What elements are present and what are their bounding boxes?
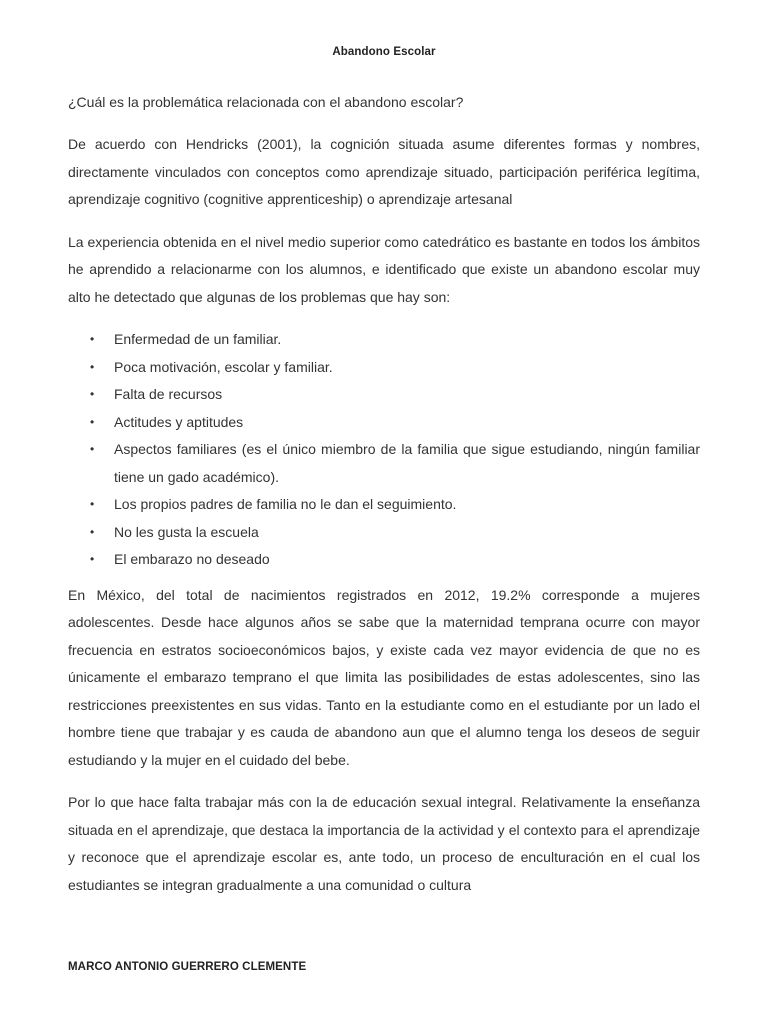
list-item — [68, 326, 700, 354]
document-body — [68, 92, 700, 914]
list-item — [68, 354, 700, 382]
paragraph-hendricks: De acuerdo con Hendricks (2001), la cognición situada asume diferentes formas y nombres, directamente vinculados con conceptos como aprendizaje situado, participación periférica legítima, aprendizaje cognitivo (cognitive apprenticeship) o aprendizaje artesanal — [68, 136, 700, 207]
list-item — [68, 546, 700, 574]
list-item — [68, 491, 700, 519]
list-item-text: Actitudes y aptitudes — [114, 413, 244, 430]
bullet-icon: • — [90, 332, 95, 346]
list-item — [68, 409, 700, 437]
bullet-icon: • — [90, 524, 95, 539]
page-footer-author: MARCO ANTONIO GUERRERO CLEMENTE — [68, 961, 307, 973]
list-item-text: Enfermedad de un familiar. — [114, 331, 282, 347]
bullet-icon: • — [90, 497, 95, 511]
bullet-icon: • — [90, 414, 95, 429]
bullet-icon: • — [90, 442, 95, 456]
paragraph-sexual-education: Por lo que hace falta trabajar más con la de educación sexual integral. Relativamente la enseñanza situada en el aprendizaje, que destaca la importancia de la actividad y el contexto para el aprendizaje y reconoce que el aprendizaje escolar es, ante todo, un proceso de enculturación en el cual los estudiantes se integran gradualmente a una comunidad o cultura — [68, 794, 700, 893]
bullet-icon: • — [90, 387, 95, 401]
list-item-text: Poca motivación, escolar y familiar. — [114, 358, 333, 375]
list-item-text: Los propios padres de familia no le dan el seguimiento. — [114, 496, 457, 512]
bullet-icon: • — [90, 552, 95, 566]
problems-list — [68, 326, 700, 574]
question-heading: ¿Cuál es la problemática relacionada con el abandono escolar? — [68, 94, 464, 110]
bullet-icon: • — [90, 359, 95, 374]
list-item — [68, 381, 700, 409]
list-item-text: Aspectos familiares (es el único miembro de la familia que sigue estudiando, ningún familiar tiene un gado académico). — [114, 441, 700, 485]
paragraph-mexico-statistics: En México, del total de nacimientos registrados en 2012, 19.2% corresponde a mujeres adolescentes. Desde hace algunos años se sabe que la maternidad temprana ocurre con mayor frecuencia en estratos socioeconómicos bajos, y existe cada vez mayor evidencia de que no es únicamente el embarazo temprano el que limita las posibilidades de estas adolescentes, sino las restricciones preexistentes en sus vidas. Tanto en la estudiante como en el estudiante por un lado el hombre tiene que trabajar y es cauda de abandono aun que el alumno tenga los deseos de seguir estudiando y la mujer en el cuidado del bebe. — [68, 586, 700, 768]
list-item-text: Falta de recursos — [114, 386, 223, 402]
list-item-text: No les gusta la escuela — [114, 523, 259, 540]
list-item-text: El embarazo no deseado — [114, 551, 270, 567]
paragraph-experience: La experiencia obtenida en el nivel medio superior como catedrático es bastante en todos los ámbitos he aprendido a relacionarme con los alumnos, e identificado que existe un abandono escolar muy alto he detectado que algunas de los problemas que hay son: — [68, 233, 700, 305]
page-header-title: Abandono Escolar — [332, 46, 436, 58]
list-item — [68, 519, 700, 547]
list-item — [68, 436, 700, 491]
